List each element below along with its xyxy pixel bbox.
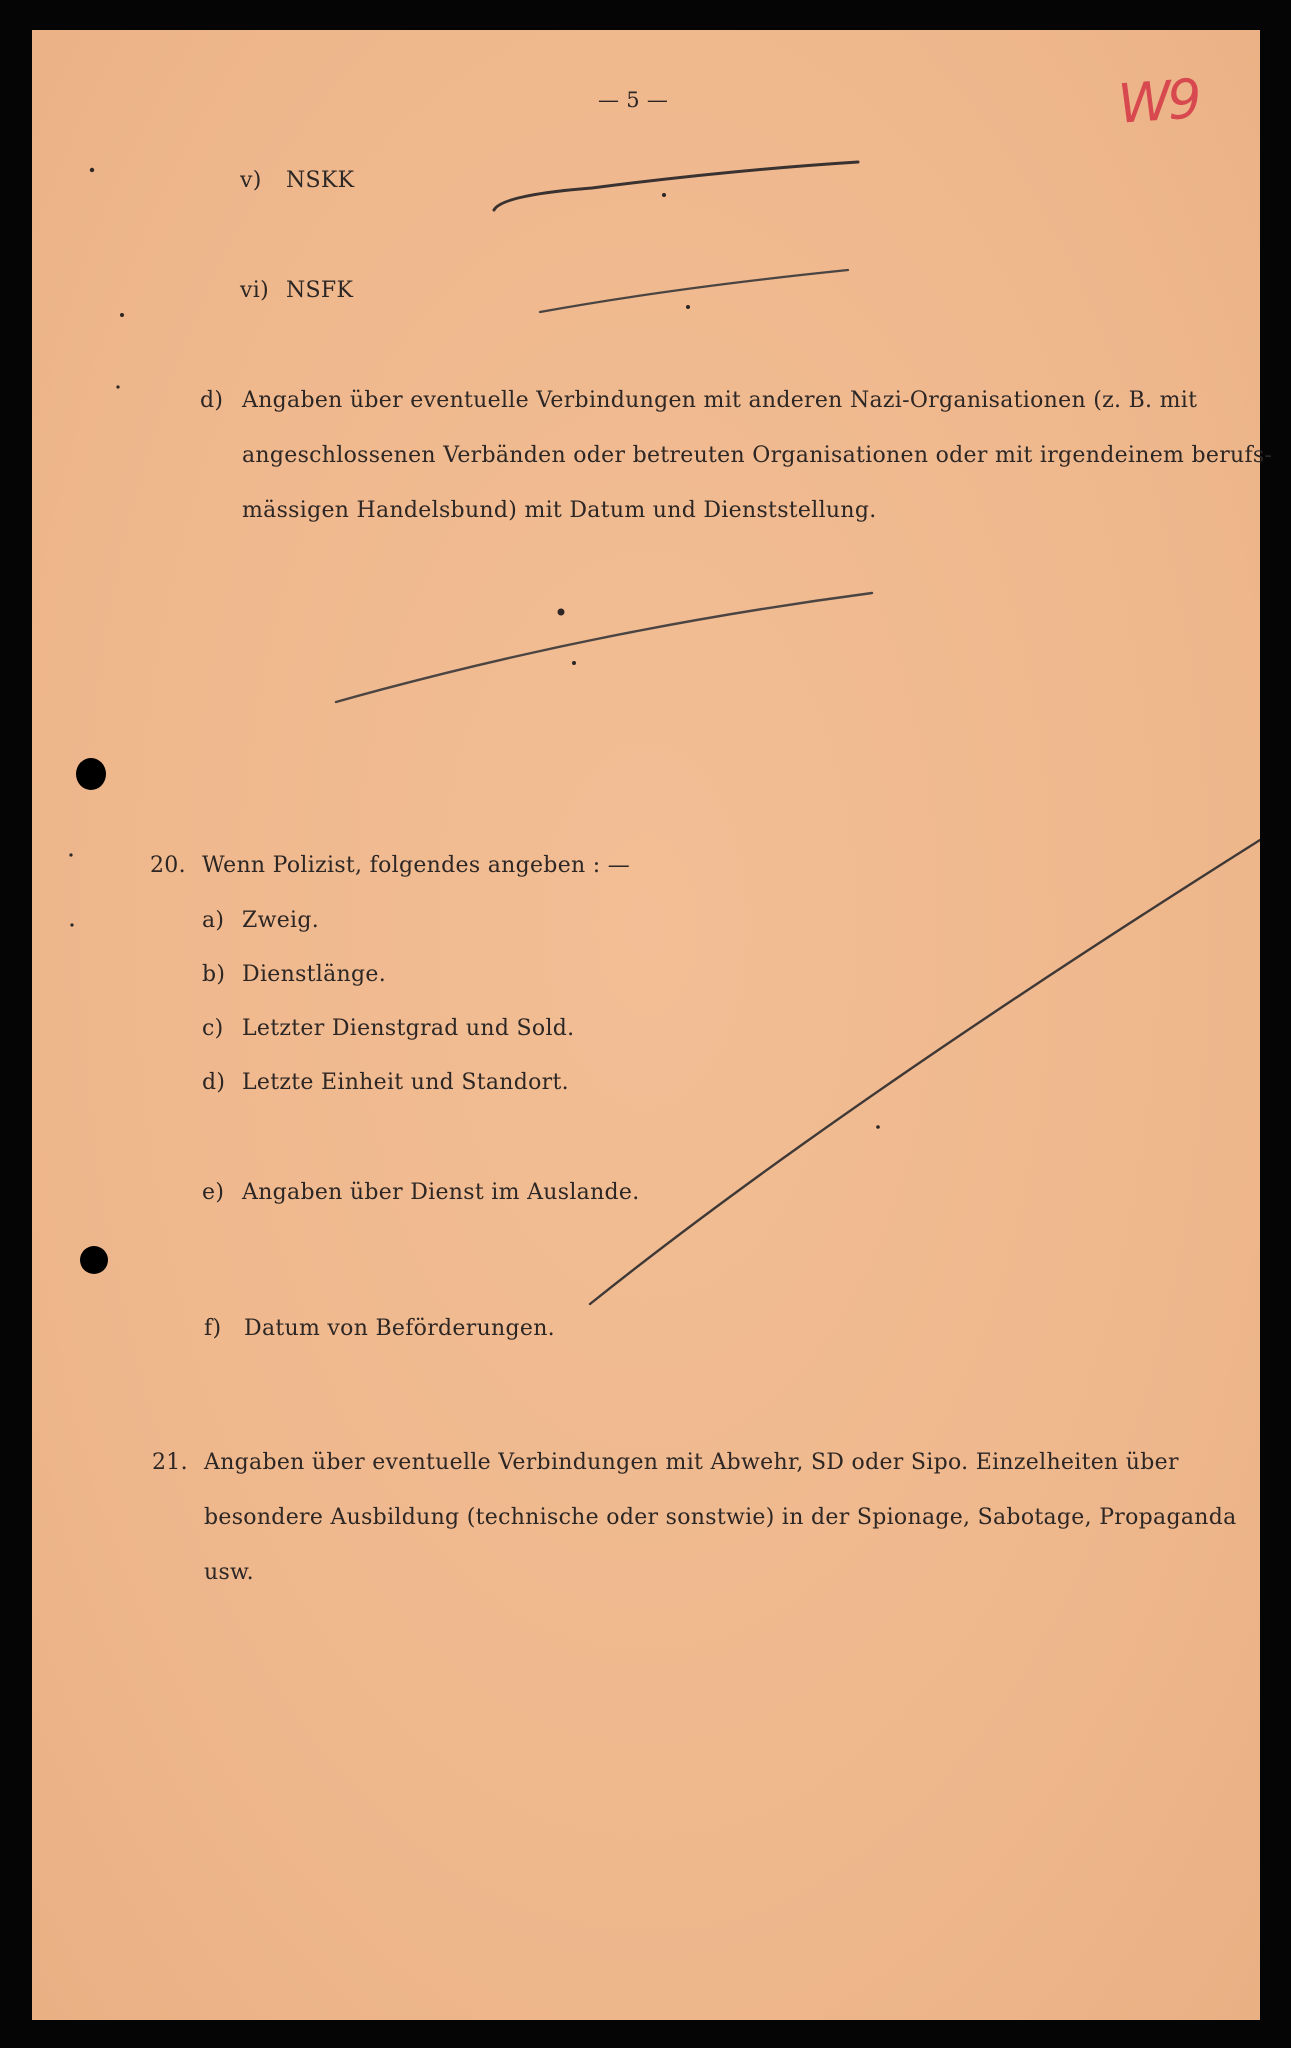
document-page [32, 30, 1273, 2020]
item-v-label: v) [240, 168, 262, 193]
item-vi-text: NSFK [286, 278, 354, 303]
item-v-text: NSKK [286, 168, 355, 193]
punch-hole-upper [76, 758, 106, 790]
item-21-line-3: usw. [204, 1560, 254, 1585]
item-20-f-label: f) [204, 1316, 222, 1341]
item-20-a-label: a) [202, 908, 225, 933]
strike-line-item-d [336, 593, 872, 702]
item-20-b-text: Dienstlänge. [242, 962, 387, 987]
item-20-c-text: Letzter Dienstgrad und Sold. [242, 1016, 575, 1041]
item-20-f-text: Datum von Beförderungen. [244, 1316, 555, 1341]
page-number: — 5 — [598, 88, 669, 112]
item-20-b-label: b) [202, 962, 226, 987]
item-d-line-2: angeschlossenen Verbänden oder betreuten Organisationen oder mit irgendeinem berufs- [242, 443, 1273, 468]
item-20-e-text: Angaben über Dienst im Auslande. [242, 1180, 640, 1205]
strike-line-item-20 [590, 840, 1260, 1304]
item-vi-label: vi) [240, 278, 269, 303]
item-20-a-text: Zweig. [242, 908, 320, 933]
item-20-intro: Wenn Polizist, folgendes angeben : — [202, 853, 631, 878]
item-d-line-3: mässigen Handelsbund) mit Datum und Dienststellung. [242, 498, 877, 523]
item-20-c-label: c) [202, 1016, 224, 1041]
strike-line-nsfk [540, 270, 848, 312]
item-20-number: 20. [150, 853, 186, 878]
item-21-line-2: besondere Ausbildung (technische oder sonstwie) in der Spionage, Sabotage, Propaganda [204, 1505, 1237, 1530]
item-20-e-label: e) [202, 1180, 225, 1205]
item-d-line-1: Angaben über eventuelle Verbindungen mit anderen Nazi-Organisationen (z. B. mit [242, 388, 1198, 413]
item-21-number: 21. [152, 1450, 188, 1475]
strike-line-nskk [494, 162, 858, 210]
item-21-line-1: Angaben über eventuelle Verbindungen mit Abwehr, SD oder Sipo. Einzelheiten über [204, 1450, 1179, 1475]
punch-hole-lower [80, 1246, 108, 1274]
item-20-d-label: d) [202, 1070, 226, 1095]
handwritten-marker-note: W9 [1116, 67, 1201, 136]
item-d-label: d) [200, 388, 224, 413]
item-20-d-text: Letzte Einheit und Standort. [242, 1070, 569, 1095]
